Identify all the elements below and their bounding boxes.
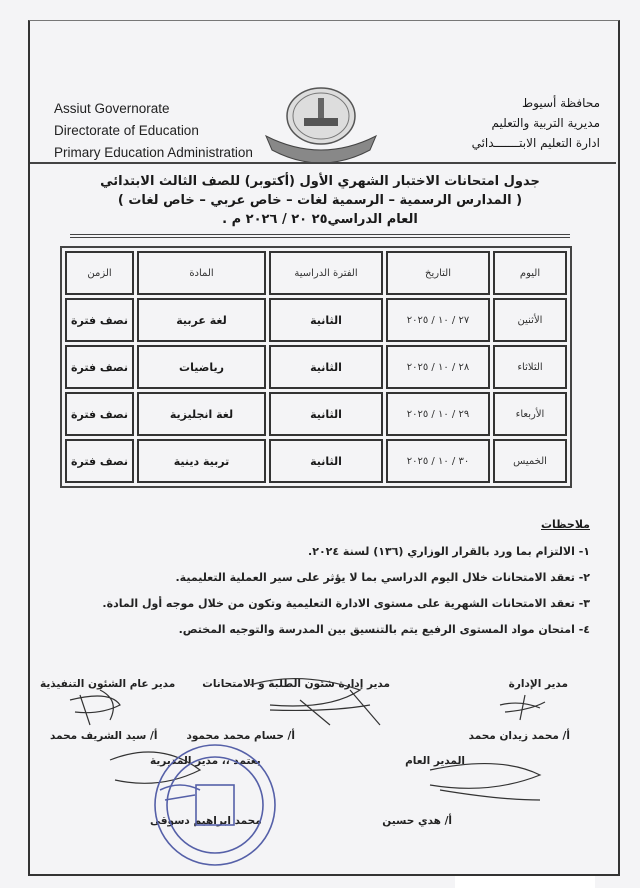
cell-day: الأثنين (493, 298, 567, 342)
cell-day: الخميس (493, 439, 567, 483)
title-divider (70, 237, 570, 238)
exec-manager-title: مدير عام الشئون التنفيذية (40, 678, 176, 690)
document-title: جدول امتحانات الاختبار الشهري الأول (أكتوبر) للصف الثالث الابتدائي (100, 174, 540, 189)
paper-edge (455, 876, 595, 888)
note-item: ٢- تعقد الامتحانات خلال اليوم الدراسي بما لا يؤثر على سير العملية التعليمية. (175, 571, 590, 584)
cell-subject: تربية دينية (137, 439, 266, 483)
exams-manager-title: مدير إدارة شئون الطلبة و الامتحانات (202, 678, 390, 690)
header-day: اليوم (493, 251, 567, 295)
cell-period: الثانية (269, 298, 383, 342)
header-arabic-line: مديرية التربية والتعليم (491, 116, 600, 130)
header-arabic-line: محافظة أسيوط (522, 96, 600, 110)
admin-manager-title: مدير الإدارة (508, 678, 568, 690)
cell-period: الثانية (269, 345, 383, 389)
table-row (65, 298, 567, 342)
title-divider (70, 234, 570, 235)
table-row (65, 392, 567, 436)
header-date: التاريخ (386, 251, 490, 295)
cell-duration: نصف فترة (65, 439, 134, 483)
cell-date: ٢٧ / ١٠ / ٢٠٢٥ (386, 298, 490, 342)
header-english-line: Primary Education Administration (54, 145, 253, 160)
header-divider (30, 162, 616, 164)
cell-date: ٢٨ / ١٠ / ٢٠٢٥ (386, 345, 490, 389)
cell-day: الثلاثاء (493, 345, 567, 389)
exams-manager-name: أ/ حسام محمد محمود (186, 730, 295, 742)
header-period: الفترة الدراسية (269, 251, 383, 295)
general-manager-title: المدير العام (405, 755, 465, 767)
note-item: ١- الالتزام بما ورد بالقرار الوزاري (١٣٦) لسنة ٢٠٢٤. (308, 545, 590, 558)
header-subject: المادة (137, 251, 266, 295)
cell-subject: لغة عربية (137, 298, 266, 342)
cell-subject: رياضيات (137, 345, 266, 389)
note-item: ٣- تعقد الامتحانات الشهرية على مستوى الادارة التعليمية وتكون من خلال موجه أول المادة. (102, 597, 590, 610)
cell-date: ٣٠ / ١٠ / ٢٠٢٥ (386, 439, 490, 483)
table-row (65, 345, 567, 389)
cell-duration: نصف فترة (65, 298, 134, 342)
note-item: ٤- امتحان مواد المستوى الرفيع يتم بالتنسيق بين المدرسة والتوجيه المختص. (178, 623, 590, 636)
cell-period: الثانية (269, 392, 383, 436)
table-row (65, 439, 567, 483)
table-header-row (65, 251, 567, 295)
education-logo (262, 84, 380, 162)
cell-subject: لغة انجليزية (137, 392, 266, 436)
exec-manager-name: أ/ سيد الشريف محمد (50, 730, 158, 742)
academic-year: العام الدراسي٢٥ ٢٠ / ٢٠٢٦ م . (222, 212, 418, 227)
cell-day: الأربعاء (493, 392, 567, 436)
directorate-manager-name: محمد ابراهيم دسوقى (150, 815, 262, 827)
cell-date: ٢٩ / ١٠ / ٢٠٢٥ (386, 392, 490, 436)
cell-duration: نصف فترة (65, 392, 134, 436)
exam-schedule-table (60, 246, 572, 488)
general-manager-name: أ/ هدي حسين (382, 815, 452, 827)
header-arabic-line: ادارة التعليم الابتـــــــدائي (471, 136, 600, 150)
cell-period: الثانية (269, 439, 383, 483)
document-subtitle: ( المدارس الرسمية – الرسمية لغات – خاص عربي – خاص لغات ) (117, 193, 523, 208)
admin-manager-name: أ/ محمد زيدان محمد (468, 730, 570, 742)
notes-heading: ملاحظات (541, 518, 590, 531)
header-duration: الزمن (65, 251, 134, 295)
header-english-line: Assiut Governorate (54, 101, 170, 116)
cell-duration: نصف فترة (65, 345, 134, 389)
directorate-manager-title: يعتمد ،، مدير المديرية (150, 755, 261, 767)
header-english-line: Directorate of Education (54, 123, 199, 138)
